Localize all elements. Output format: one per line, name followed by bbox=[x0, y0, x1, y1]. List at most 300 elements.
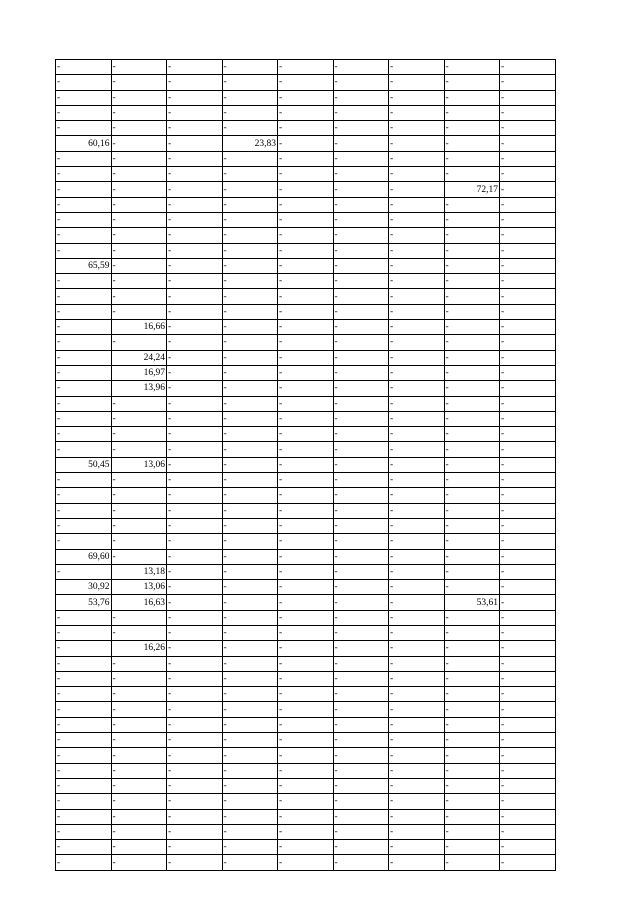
table-cell: - bbox=[278, 90, 334, 105]
table-cell: - bbox=[167, 289, 223, 304]
table-cell: - bbox=[222, 396, 278, 411]
table-cell: - bbox=[167, 212, 223, 227]
table-cell: - bbox=[56, 427, 112, 442]
table-cell: - bbox=[278, 702, 334, 717]
table-cell: - bbox=[222, 151, 278, 166]
table-cell: - bbox=[333, 457, 389, 472]
table-cell: - bbox=[444, 90, 500, 105]
table-cell: - bbox=[389, 656, 445, 671]
table-cell: - bbox=[500, 411, 556, 426]
table-cell: - bbox=[333, 335, 389, 350]
table-cell: - bbox=[111, 182, 167, 197]
table-row bbox=[56, 748, 556, 763]
table-row bbox=[56, 396, 556, 411]
table-cell: - bbox=[389, 824, 445, 839]
table-cell: - bbox=[389, 60, 445, 75]
table-cell: - bbox=[167, 167, 223, 182]
table-cell: 50,45 bbox=[56, 457, 112, 472]
table-cell: - bbox=[222, 549, 278, 564]
table-cell: - bbox=[444, 824, 500, 839]
table-row bbox=[56, 717, 556, 732]
table-cell: - bbox=[56, 473, 112, 488]
table-row bbox=[56, 733, 556, 748]
table-cell: - bbox=[444, 671, 500, 686]
table-cell: - bbox=[111, 212, 167, 227]
table-cell: - bbox=[278, 304, 334, 319]
table-cell: - bbox=[167, 794, 223, 809]
table-cell: - bbox=[333, 625, 389, 640]
table-row bbox=[56, 320, 556, 335]
table-cell: - bbox=[278, 243, 334, 258]
table-cell: - bbox=[111, 702, 167, 717]
table-cell: - bbox=[333, 289, 389, 304]
table-cell: - bbox=[111, 197, 167, 212]
table-cell: - bbox=[444, 289, 500, 304]
table-cell: - bbox=[56, 411, 112, 426]
table-cell: - bbox=[389, 228, 445, 243]
table-cell: - bbox=[111, 105, 167, 120]
table-cell: - bbox=[167, 610, 223, 625]
table-cell: - bbox=[111, 442, 167, 457]
table-cell: - bbox=[56, 564, 112, 579]
table-cell: - bbox=[56, 748, 112, 763]
table-cell: - bbox=[500, 442, 556, 457]
table-cell: - bbox=[500, 197, 556, 212]
table-cell: - bbox=[500, 809, 556, 824]
table-cell: - bbox=[389, 595, 445, 610]
table-cell: - bbox=[222, 243, 278, 258]
table-cell: - bbox=[56, 335, 112, 350]
table-cell: - bbox=[500, 763, 556, 778]
table-cell: - bbox=[444, 748, 500, 763]
table-cell: 53,76 bbox=[56, 595, 112, 610]
table-row bbox=[56, 335, 556, 350]
table-cell: - bbox=[167, 748, 223, 763]
table-cell: - bbox=[389, 778, 445, 793]
table-cell: - bbox=[222, 809, 278, 824]
table-cell: - bbox=[222, 595, 278, 610]
table-cell: - bbox=[222, 75, 278, 90]
table-cell: - bbox=[278, 580, 334, 595]
table-row bbox=[56, 167, 556, 182]
table-cell: - bbox=[278, 197, 334, 212]
table-cell: - bbox=[278, 365, 334, 380]
table-cell: - bbox=[222, 564, 278, 579]
table-cell: - bbox=[278, 182, 334, 197]
table-cell: - bbox=[222, 824, 278, 839]
table-cell: - bbox=[167, 75, 223, 90]
table-cell: - bbox=[278, 656, 334, 671]
table-cell: - bbox=[56, 228, 112, 243]
table-cell: - bbox=[167, 136, 223, 151]
table-cell: - bbox=[222, 488, 278, 503]
table-cell: - bbox=[500, 335, 556, 350]
table-row bbox=[56, 136, 556, 151]
table-cell: - bbox=[278, 442, 334, 457]
table-cell: 60,16 bbox=[56, 136, 112, 151]
table-cell: - bbox=[167, 840, 223, 855]
table-cell: - bbox=[167, 365, 223, 380]
table-cell: - bbox=[389, 335, 445, 350]
table-cell: - bbox=[56, 733, 112, 748]
table-cell: - bbox=[222, 763, 278, 778]
table-cell: - bbox=[222, 350, 278, 365]
table-cell: - bbox=[500, 396, 556, 411]
table-cell: - bbox=[444, 335, 500, 350]
table-cell: - bbox=[389, 365, 445, 380]
table-row bbox=[56, 580, 556, 595]
table-cell: - bbox=[500, 258, 556, 273]
table-cell: - bbox=[333, 197, 389, 212]
table-cell: - bbox=[278, 411, 334, 426]
table-cell: - bbox=[167, 580, 223, 595]
table-cell: - bbox=[389, 488, 445, 503]
table-cell: - bbox=[500, 717, 556, 732]
table-cell: - bbox=[333, 304, 389, 319]
table-cell: 16,97 bbox=[111, 365, 167, 380]
table-cell: - bbox=[333, 212, 389, 227]
table-cell: - bbox=[500, 320, 556, 335]
table-cell: - bbox=[500, 60, 556, 75]
data-table bbox=[55, 59, 556, 871]
table-cell: - bbox=[389, 197, 445, 212]
table-cell: - bbox=[389, 427, 445, 442]
table-cell: - bbox=[389, 641, 445, 656]
table-cell: - bbox=[222, 167, 278, 182]
table-cell: - bbox=[444, 136, 500, 151]
table-cell: - bbox=[56, 503, 112, 518]
table-cell: - bbox=[389, 167, 445, 182]
table-cell: - bbox=[56, 855, 112, 870]
table-cell: - bbox=[333, 258, 389, 273]
table-cell: - bbox=[222, 304, 278, 319]
table-cell: - bbox=[278, 610, 334, 625]
table-cell: - bbox=[444, 381, 500, 396]
table-cell: - bbox=[389, 580, 445, 595]
table-row bbox=[56, 518, 556, 533]
table-cell: - bbox=[167, 228, 223, 243]
table-cell: - bbox=[333, 365, 389, 380]
table-cell: - bbox=[222, 503, 278, 518]
table-row bbox=[56, 656, 556, 671]
table-cell: - bbox=[278, 794, 334, 809]
table-cell: - bbox=[444, 258, 500, 273]
table-cell: - bbox=[167, 733, 223, 748]
table-cell: - bbox=[56, 167, 112, 182]
table-cell: - bbox=[222, 625, 278, 640]
table-row bbox=[56, 243, 556, 258]
table-cell: - bbox=[167, 549, 223, 564]
table-cell: - bbox=[222, 60, 278, 75]
table-cell: - bbox=[56, 518, 112, 533]
table-cell: - bbox=[167, 473, 223, 488]
table-cell: - bbox=[278, 534, 334, 549]
table-row bbox=[56, 687, 556, 702]
table-cell: - bbox=[111, 794, 167, 809]
table-cell: - bbox=[333, 228, 389, 243]
table-cell: - bbox=[222, 289, 278, 304]
table-cell: - bbox=[278, 427, 334, 442]
table-cell: - bbox=[333, 350, 389, 365]
table-cell: - bbox=[389, 687, 445, 702]
table-cell: - bbox=[444, 228, 500, 243]
table-cell: - bbox=[278, 641, 334, 656]
table-cell: - bbox=[56, 121, 112, 136]
table-cell: - bbox=[333, 580, 389, 595]
table-cell: - bbox=[111, 855, 167, 870]
table-cell: - bbox=[278, 564, 334, 579]
table-cell: - bbox=[278, 136, 334, 151]
table-row bbox=[56, 350, 556, 365]
table-row bbox=[56, 824, 556, 839]
table-cell: - bbox=[333, 274, 389, 289]
table-row bbox=[56, 289, 556, 304]
table-cell: - bbox=[333, 610, 389, 625]
table-row bbox=[56, 473, 556, 488]
table-cell: - bbox=[56, 824, 112, 839]
table-cell: - bbox=[444, 717, 500, 732]
table-cell: - bbox=[167, 182, 223, 197]
table-cell: - bbox=[389, 396, 445, 411]
table-row bbox=[56, 549, 556, 564]
table-cell: - bbox=[222, 442, 278, 457]
table-cell: - bbox=[222, 794, 278, 809]
table-cell: - bbox=[444, 855, 500, 870]
table-cell: - bbox=[444, 580, 500, 595]
table-cell: - bbox=[111, 488, 167, 503]
table-cell: - bbox=[278, 717, 334, 732]
table-cell: - bbox=[56, 442, 112, 457]
table-cell: - bbox=[56, 151, 112, 166]
table-cell: - bbox=[500, 503, 556, 518]
table-cell: - bbox=[56, 60, 112, 75]
table-cell: - bbox=[333, 136, 389, 151]
table-cell: - bbox=[333, 503, 389, 518]
table-cell: - bbox=[444, 809, 500, 824]
table-cell: - bbox=[111, 610, 167, 625]
table-cell: - bbox=[222, 518, 278, 533]
table-cell: - bbox=[500, 212, 556, 227]
table-cell: - bbox=[500, 549, 556, 564]
table-cell: - bbox=[56, 304, 112, 319]
table-cell: - bbox=[389, 473, 445, 488]
table-cell: - bbox=[167, 320, 223, 335]
table-cell: - bbox=[444, 534, 500, 549]
table-cell: - bbox=[278, 763, 334, 778]
table-row bbox=[56, 763, 556, 778]
table-cell: - bbox=[56, 90, 112, 105]
table-cell: - bbox=[389, 855, 445, 870]
table-cell: - bbox=[500, 427, 556, 442]
table-cell: - bbox=[444, 687, 500, 702]
table-cell: - bbox=[444, 411, 500, 426]
table-row bbox=[56, 778, 556, 793]
table-cell: - bbox=[167, 518, 223, 533]
table-cell: - bbox=[222, 121, 278, 136]
table-cell: - bbox=[500, 641, 556, 656]
table-cell: - bbox=[444, 396, 500, 411]
table-cell: - bbox=[500, 75, 556, 90]
table-cell: - bbox=[389, 564, 445, 579]
table-cell: - bbox=[444, 656, 500, 671]
table-cell: - bbox=[222, 320, 278, 335]
table-row bbox=[56, 809, 556, 824]
table-cell: - bbox=[278, 671, 334, 686]
table-cell: - bbox=[167, 258, 223, 273]
table-row bbox=[56, 121, 556, 136]
table-cell: - bbox=[167, 274, 223, 289]
table-cell: - bbox=[278, 75, 334, 90]
table-row bbox=[56, 564, 556, 579]
table-cell: - bbox=[222, 656, 278, 671]
table-cell: - bbox=[278, 228, 334, 243]
table-cell: - bbox=[278, 549, 334, 564]
table-row bbox=[56, 258, 556, 273]
table-cell: - bbox=[444, 503, 500, 518]
table-cell: - bbox=[278, 320, 334, 335]
table-row bbox=[56, 595, 556, 610]
table-cell: - bbox=[333, 60, 389, 75]
table-cell: - bbox=[333, 717, 389, 732]
table-cell: - bbox=[56, 840, 112, 855]
table-cell: - bbox=[222, 687, 278, 702]
table-cell: - bbox=[56, 794, 112, 809]
table-cell: - bbox=[111, 136, 167, 151]
table-cell: - bbox=[444, 518, 500, 533]
table-cell: - bbox=[167, 243, 223, 258]
table-cell: 69,60 bbox=[56, 549, 112, 564]
table-cell: - bbox=[111, 840, 167, 855]
table-cell: - bbox=[167, 855, 223, 870]
table-cell: - bbox=[278, 167, 334, 182]
table-row bbox=[56, 60, 556, 75]
table-cell: - bbox=[444, 121, 500, 136]
table-cell: - bbox=[500, 671, 556, 686]
table-cell: - bbox=[111, 243, 167, 258]
table-cell: - bbox=[444, 778, 500, 793]
table-cell: - bbox=[333, 243, 389, 258]
table-cell: - bbox=[444, 212, 500, 227]
table-cell: - bbox=[111, 763, 167, 778]
table-cell: - bbox=[333, 702, 389, 717]
table-cell: - bbox=[111, 549, 167, 564]
table-cell: - bbox=[278, 518, 334, 533]
table-row bbox=[56, 105, 556, 120]
table-cell: - bbox=[333, 427, 389, 442]
table-cell: - bbox=[333, 733, 389, 748]
table-cell: 13,18 bbox=[111, 564, 167, 579]
table-cell: - bbox=[278, 824, 334, 839]
table-cell: - bbox=[444, 641, 500, 656]
table-row bbox=[56, 304, 556, 319]
table-cell: - bbox=[222, 702, 278, 717]
table-cell: - bbox=[278, 335, 334, 350]
table-cell: - bbox=[389, 733, 445, 748]
table-row bbox=[56, 274, 556, 289]
table-cell: - bbox=[500, 687, 556, 702]
table-cell: - bbox=[389, 748, 445, 763]
table-cell: - bbox=[222, 534, 278, 549]
table-cell: - bbox=[444, 320, 500, 335]
table-cell: - bbox=[389, 717, 445, 732]
table-cell: - bbox=[389, 381, 445, 396]
table-cell: - bbox=[167, 534, 223, 549]
table-cell: - bbox=[278, 809, 334, 824]
table-cell: - bbox=[222, 197, 278, 212]
table-cell: - bbox=[111, 717, 167, 732]
table-cell: - bbox=[389, 105, 445, 120]
table-cell: - bbox=[333, 411, 389, 426]
table-cell: - bbox=[333, 855, 389, 870]
table-cell: - bbox=[333, 90, 389, 105]
table-cell: - bbox=[278, 855, 334, 870]
table-cell: - bbox=[444, 427, 500, 442]
table-cell: - bbox=[56, 243, 112, 258]
table-cell: - bbox=[278, 381, 334, 396]
table-cell: - bbox=[111, 274, 167, 289]
table-cell: - bbox=[167, 656, 223, 671]
table-cell: - bbox=[56, 197, 112, 212]
table-cell: - bbox=[167, 105, 223, 120]
table-row bbox=[56, 197, 556, 212]
table-cell: - bbox=[389, 625, 445, 640]
table-row bbox=[56, 411, 556, 426]
table-cell: - bbox=[333, 778, 389, 793]
table-cell: - bbox=[111, 151, 167, 166]
table-cell: - bbox=[389, 671, 445, 686]
table-cell: - bbox=[278, 151, 334, 166]
table-cell: - bbox=[500, 136, 556, 151]
table-cell: - bbox=[333, 549, 389, 564]
table-cell: - bbox=[389, 518, 445, 533]
table-cell: - bbox=[500, 778, 556, 793]
table-cell: - bbox=[167, 151, 223, 166]
table-cell: - bbox=[56, 702, 112, 717]
table-cell: - bbox=[111, 625, 167, 640]
table-cell: - bbox=[389, 442, 445, 457]
table-cell: - bbox=[333, 396, 389, 411]
table-cell: - bbox=[111, 90, 167, 105]
table-cell: - bbox=[222, 717, 278, 732]
table-row bbox=[56, 212, 556, 227]
table-cell: - bbox=[333, 656, 389, 671]
table-cell: - bbox=[500, 534, 556, 549]
table-cell: - bbox=[389, 121, 445, 136]
table-cell: - bbox=[389, 534, 445, 549]
table-cell: - bbox=[389, 289, 445, 304]
table-cell: - bbox=[444, 702, 500, 717]
table-row bbox=[56, 534, 556, 549]
table-cell: - bbox=[167, 503, 223, 518]
table-row bbox=[56, 503, 556, 518]
table-row bbox=[56, 794, 556, 809]
table-cell: - bbox=[500, 182, 556, 197]
table-cell: - bbox=[278, 625, 334, 640]
table-cell: - bbox=[222, 258, 278, 273]
table-cell: - bbox=[333, 488, 389, 503]
table-cell: - bbox=[56, 105, 112, 120]
table-cell: - bbox=[333, 518, 389, 533]
table-cell: - bbox=[222, 733, 278, 748]
table-cell: - bbox=[167, 197, 223, 212]
table-cell: - bbox=[222, 90, 278, 105]
table-cell: - bbox=[56, 625, 112, 640]
table-cell: - bbox=[278, 778, 334, 793]
table-cell: - bbox=[222, 580, 278, 595]
table-cell: - bbox=[167, 702, 223, 717]
table-cell: - bbox=[389, 304, 445, 319]
table-cell: - bbox=[167, 457, 223, 472]
